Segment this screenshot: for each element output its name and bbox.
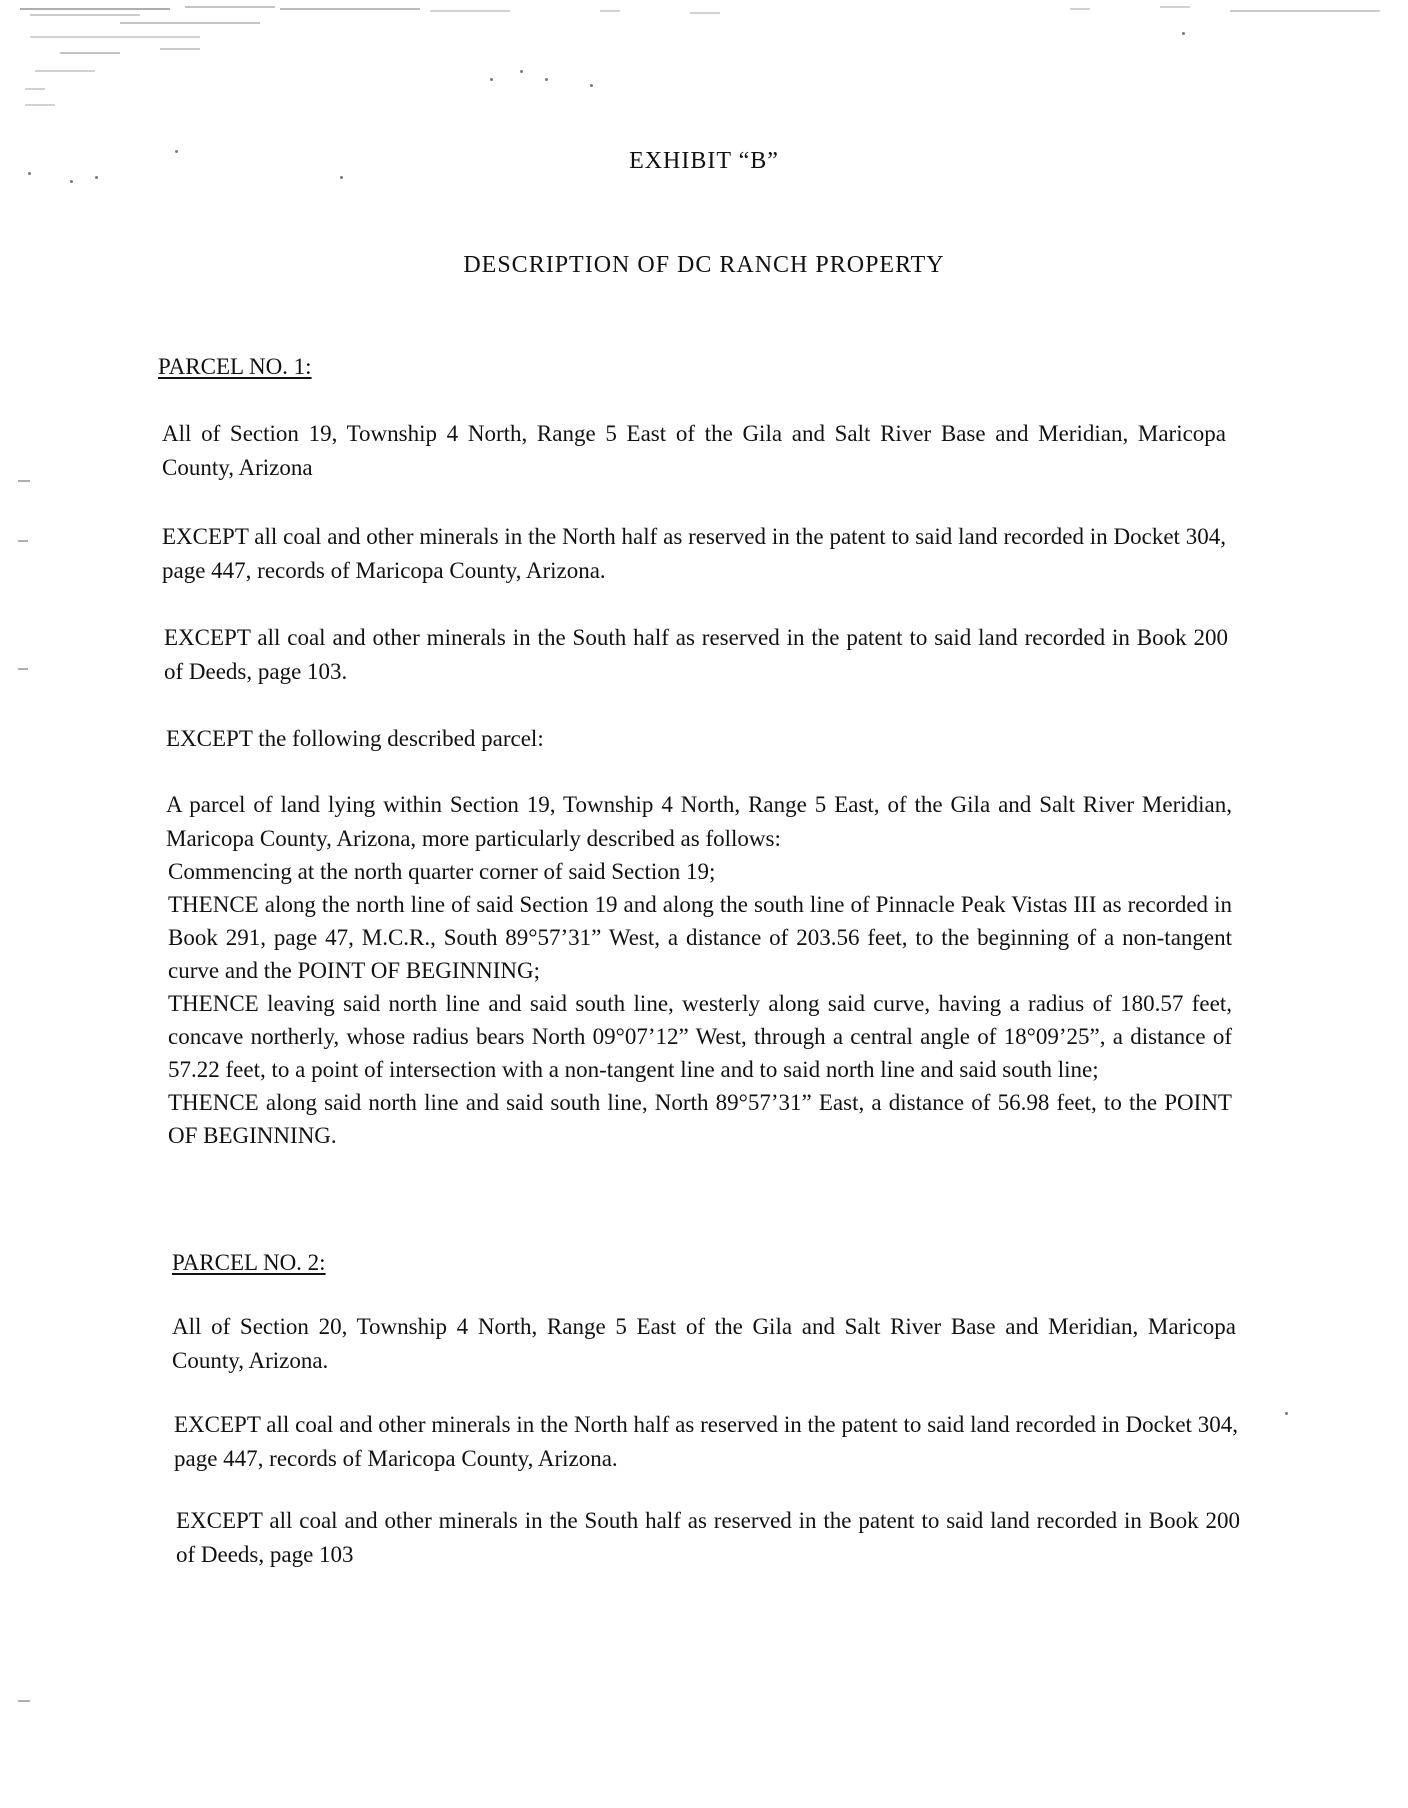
parcel-1-exception-parcel: [166, 722, 1230, 756]
parcel-1-exception-north: [162, 520, 1226, 588]
parcel-2-exception-north: [174, 1408, 1238, 1476]
parcel-1-para-5: A parcel of land lying within Section 19, Township 4 North, Range 5 East, of the Gila and Salt River Meridian, Maricopa County, Arizona, more particularly described as follows:: [166, 792, 1232, 851]
parcel-1-para-1: All of Section 19, Township 4 North, Range 5 East of the Gila and Salt River Base and Meridian, Maricopa County, Arizona: [162, 421, 1226, 480]
parcel-1-para-2: EXCEPT all coal and other minerals in the North half as reserved in the patent to said land recorded in Docket 304, page 447, records of Maricopa County, Arizona.: [162, 524, 1226, 583]
parcel-1-exception-south: [164, 621, 1228, 689]
parcel-1-heading: PARCEL NO. 1:: [158, 354, 312, 379]
parcel-1-call-2: THENCE along the north line of said Section 19 and along the south line of Pinnacle Peak Vistas III as recorded in Book 291, page 47, M.C.R., South 89°57’31” West, a distance of 203.56 feet, to the beginning of a non-tangent curve and the POINT OF BEGINNING;: [168, 892, 1232, 983]
parcel-1-call-1: Commencing at the north quarter corner of said Section 19;: [168, 859, 716, 884]
parcel-1-parcel-intro: [166, 788, 1232, 856]
parcel-2-para-1: All of Section 20, Township 4 North, Range 5 East of the Gila and Salt River Base and Meridian, Maricopa County, Arizona.: [172, 1314, 1236, 1373]
parcel-2-para-3: EXCEPT all coal and other minerals in the South half as reserved in the patent to said land recorded in Book 200 of Deeds, page 103: [176, 1508, 1240, 1567]
parcel-2-para-2: EXCEPT all coal and other minerals in the North half as reserved in the patent to said land recorded in Docket 304, page 447, records of Maricopa County, Arizona.: [174, 1412, 1238, 1471]
parcel-1-call-3: THENCE leaving said north line and said south line, westerly along said curve, having a radius of 180.57 feet, concave northerly, whose radius bears North 09°07’12” West, through a central angle of 18°09’25”, a distance of 57.22 feet, to a point of intersection with a non-tangent line and to said north line and said south line;: [168, 991, 1232, 1082]
parcel-1-description: [162, 417, 1226, 485]
parcel-2-exception-south: [176, 1504, 1240, 1572]
page-subtitle: DESCRIPTION OF DC RANCH PROPERTY: [463, 252, 945, 278]
parcel-1-call-4: THENCE along said north line and said south line, North 89°57’31” East, a distance of 56.98 feet, to the POINT OF BEGINNING.: [168, 1090, 1232, 1148]
parcel-1-para-3: EXCEPT all coal and other minerals in the South half as reserved in the patent to said land recorded in Book 200 of Deeds, page 103.: [164, 625, 1228, 684]
parcel-2-description: [172, 1310, 1236, 1378]
parcel-1-para-4: EXCEPT the following described parcel:: [166, 726, 544, 751]
parcel-1-legal-calls: [168, 855, 1232, 1152]
page-title: EXHIBIT “B”: [629, 148, 779, 174]
parcel-2-heading: PARCEL NO. 2:: [172, 1250, 326, 1275]
